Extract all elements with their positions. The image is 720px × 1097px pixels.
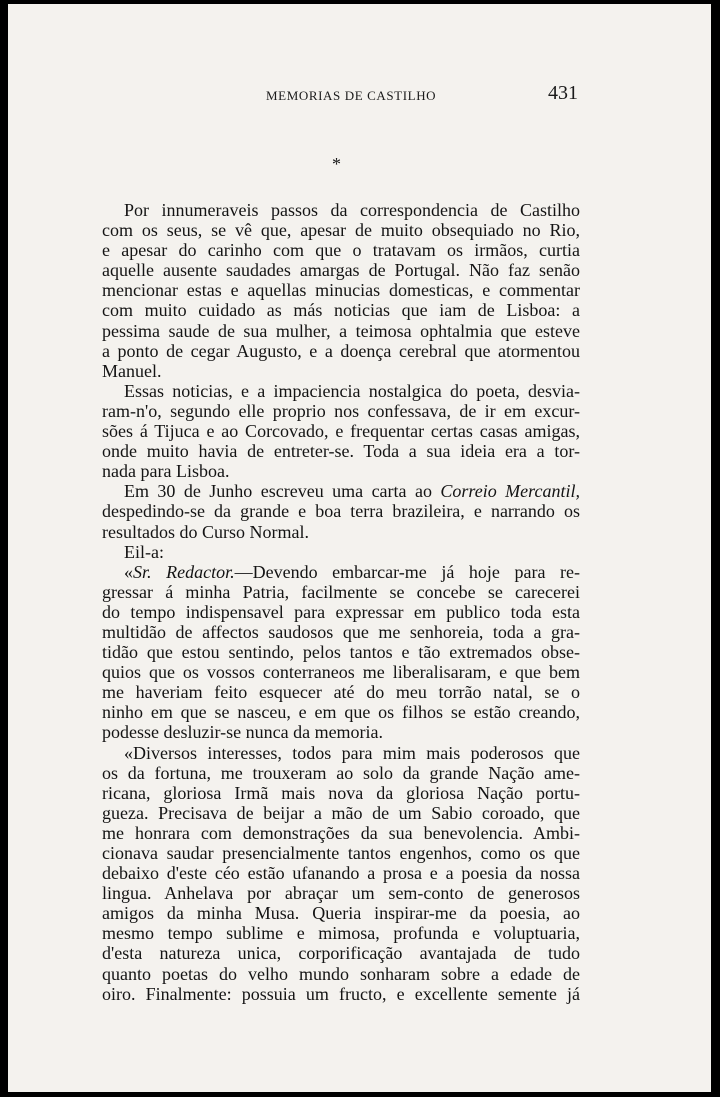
- text-line: ram-n'o, segundo elle proprio nos confessava, de ir em excur-: [102, 400, 580, 421]
- text-line: oiro. Finalmente: possuia um fructo, e excellente semente já: [102, 983, 580, 1004]
- text-line: com muito cuidado as más noticias que iam de Lisboa: a: [102, 300, 580, 321]
- paragraph-4: [102, 542, 580, 562]
- paragraph-6: [102, 743, 580, 1004]
- text-line: tidão que estou sentindo, pelos tantos e tão extremados obse-: [102, 642, 580, 663]
- text-line: sões á Tijuca e ao Corcovado, e frequentar certas casas amigas,: [102, 421, 580, 442]
- text-line: Eil-a:: [124, 541, 164, 562]
- text-line: quanto poetas do velho mundo sonharam sobre a edade de: [102, 963, 580, 984]
- text-line: pessima saude de sua mulher, a teimosa ophtalmia que esteve: [102, 320, 580, 341]
- text-line: cionava saudar presencialmente tantos engenhos, como os que: [102, 843, 580, 863]
- text-line: com os seus, se vê que, apesar de muito obsequiado no Rio,: [102, 220, 580, 241]
- paragraph-1: [102, 200, 580, 381]
- text-line: onde muito havia de entreter-se. Toda a sua ideia era a tor-: [102, 441, 580, 462]
- page-number: 431: [548, 82, 578, 104]
- text-line: debaixo d'este céo estão ufanando a prosa e a poesia da nossa: [102, 863, 580, 884]
- paragraph-5: [102, 562, 580, 743]
- newspaper-title: Correio Mercantil,: [440, 481, 580, 502]
- text-line: lingua. Anhelava por abraçar um sem-conto de generosos: [102, 883, 580, 904]
- text-line: despedindo-se da grande e boa terra brazileira, e narrando os: [102, 501, 580, 522]
- text-line: podesse desluzir-se nunca da memoria.: [102, 722, 384, 743]
- salutation: Sr. Redactor.: [133, 561, 235, 582]
- text-line: a ponto de cegar Augusto, e a doença cerebral que atormentou: [102, 340, 580, 361]
- text-line: [102, 481, 580, 501]
- text-line: resultados do Curso Normal.: [102, 521, 309, 542]
- text-line: me haveriam feito esquecer até do meu torrão natal, se o: [102, 682, 580, 703]
- running-title: MEMORIAS DE CASTILHO: [266, 88, 437, 103]
- text-line: mencionar estas e aquellas minucias domesticas, e commentar: [102, 280, 580, 301]
- text-line: nada para Lisboa.: [102, 461, 230, 482]
- text-line: aquelle ausente saudades amargas de Portugal. Não faz senão: [102, 260, 580, 281]
- text-segment: —Devendo embarcar-me já hoje para re-: [234, 561, 580, 582]
- section-ornament: *: [332, 154, 341, 174]
- text-line: ninho em que se nasceu, e em que os filhos se estão creando,: [102, 702, 580, 723]
- text-line: gressar á minha Patria, facilmente se concebe se carecerei: [102, 581, 580, 602]
- text-line: quios que os vossos conterraneos me liberalisaram, e que bem: [102, 662, 580, 683]
- text-segment: «: [124, 561, 133, 582]
- text-line: Manuel.: [102, 360, 162, 381]
- text-line: [102, 562, 580, 582]
- text-line: mesmo tempo sublime e mimosa, profunda e voluptuaria,: [102, 923, 580, 944]
- text-line: amigos da minha Musa. Queria inspirar-me da poesia, ao: [102, 903, 580, 924]
- text-line: me honrara com demonstrações da sua benevolencia. Ambi-: [102, 822, 580, 843]
- text-line: do tempo indispensavel para expressar em publico toda esta: [102, 601, 580, 622]
- text-line: d'esta natureza unica, corporificação avantajada de tudo: [102, 943, 580, 964]
- text-line: os da fortuna, me trouxeram ao solo da grande Nação ame-: [102, 762, 580, 783]
- book-page: [8, 4, 711, 1092]
- body-text: [102, 200, 580, 1004]
- text-line: e apesar do carinho com que o tratavam os irmãos, curtia: [102, 240, 580, 261]
- text-line: ricana, gloriosa Irmã mais nova da gloriosa Nação portu-: [102, 782, 580, 803]
- text-line: «Diversos interesses, todos para mim mais poderosos que: [124, 742, 580, 763]
- paragraph-3: [102, 481, 580, 541]
- text-line: gueza. Precisava de beijar a mão de um Sabio coroado, que: [102, 802, 580, 823]
- text-segment: Em 30 de Junho escreveu uma carta ao: [124, 481, 441, 502]
- text-line: multidão de affectos saudosos que me senhoreia, toda a gra-: [102, 621, 580, 642]
- paragraph-2: [102, 381, 580, 481]
- text-line: Por innumeraveis passos da correspondencia de Castilho: [124, 200, 580, 220]
- text-line: Essas noticias, e a impaciencia nostalgica do poeta, desvia-: [124, 380, 580, 401]
